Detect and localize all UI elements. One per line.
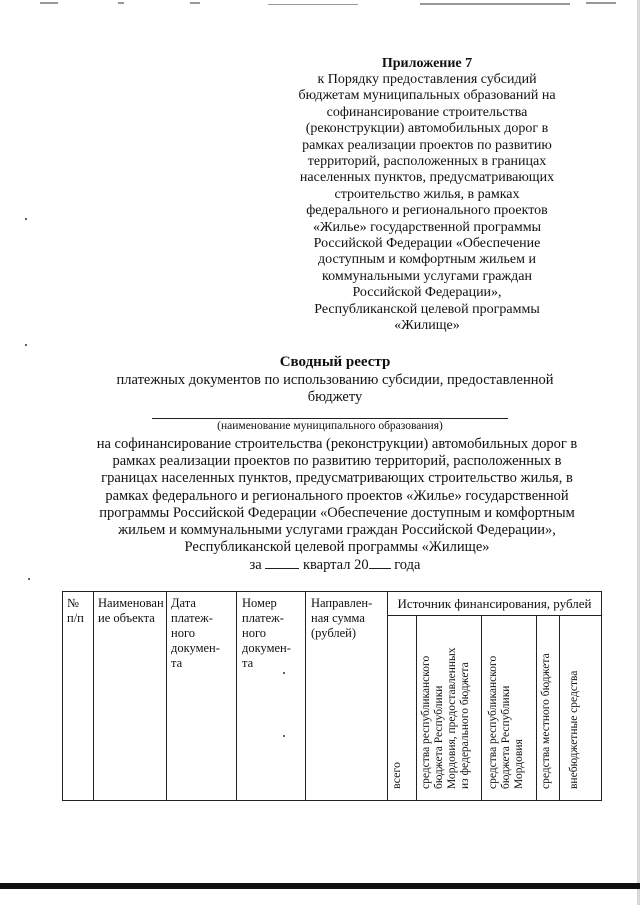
quarter-suffix: года [394,557,421,573]
quarter-blank [265,556,299,569]
subheader-total: всего [389,761,403,789]
appendix-line: Российской Федерации «Обеспечение [313,236,541,252]
subheader-local: средства местного бюджета [540,653,552,789]
appendix-line: федерального и регионального проектов [306,203,548,219]
col-header-docnum: Номер платеж- ного докумен- та [242,596,291,670]
scan-noise-bottom [0,883,640,889]
col-header-object: Наименован ие объекта [98,596,164,625]
purpose-line: жильем и коммунальными услугами граждан Российской Федерации», [118,522,556,539]
col-header-amount: Направлен- ная сумма (рублей) [311,596,373,640]
subheader-republic-federal: средства республиканского бюджета Республики Мордовия, предоставленных из федерального бюджета [420,647,471,789]
purpose-line: Республиканской целевой программы «Жилище» [184,539,490,556]
scan-speck [28,578,30,580]
appendix-line: к Порядку предоставления субсидий [317,72,537,87]
purpose-line: программы Российской Федерации «Обеспечение доступным и комфортным [99,504,575,521]
quarter-line [60,556,610,574]
quarter-prefix: за [249,557,262,573]
appendix-line: рамках реализации проектов по развитию [302,137,552,153]
registry-subtitle-line: платежных документов по использованию субсидии, предоставленной [116,372,554,388]
appendix-line: «Жилье» государственной программы [313,219,541,235]
municipality-caption: (наименование муниципального образования) [217,420,443,432]
purpose-line: рамках федерального и регионального проектов «Жилье» государственной [105,487,569,504]
registry-subtitle-line: бюджету [307,389,363,405]
registry-purpose [62,436,612,556]
registry-title: Сводный реестр [279,354,391,370]
purpose-line: рамках реализации проектов по развитию территорий, расположенных в [112,453,562,470]
appendix-line: территорий, расположенных в границах [307,154,547,170]
subheader-republic: средства республиканского бюджета Республики Мордовия [487,655,525,789]
appendix-line: «Жилище» [394,318,460,334]
payments-table [62,591,602,801]
scan-speck [25,218,27,220]
appendix-line: Республиканской целевой программы [314,301,540,317]
registry-subtitle [60,372,610,406]
appendix-line: строительство жилья, в рамках [334,186,520,202]
appendix-line: софинансирование строительства [326,104,528,120]
col-header-date: Дата платеж- ного докумен- та [171,596,220,670]
appendix-line: доступным и комфортным жильем и [318,252,536,268]
appendix-line: населенных пунктов, предусматривающих [299,170,555,186]
scan-noise-top [0,0,640,9]
appendix-line: Российской Федерации», [352,285,502,301]
quarter-middle: квартал 20 [302,557,369,573]
subheader-extrabudgetary: внебюджетные средства [568,670,580,789]
appendix-title: Приложение 7 [381,56,473,71]
appendix-line: (реконструкции) автомобильных дорог в [305,121,549,137]
municipality-blank-line [152,418,508,419]
appendix-line: бюджетам муниципальных образований на [298,88,556,104]
scan-speck [25,344,27,346]
col-header-source: Источник финансирования, рублей [397,596,592,611]
col-header-number: № п/п [67,596,84,625]
appendix-block [276,55,578,335]
year-blank [369,556,391,569]
appendix-line: коммунальными услугами граждан [322,268,532,284]
purpose-line: на софинансирование строительства (реконструкции) автомобильных дорог в [96,436,578,452]
purpose-line: границах населенных пунктов, предусматривающих строительство жилья, в [101,470,573,487]
